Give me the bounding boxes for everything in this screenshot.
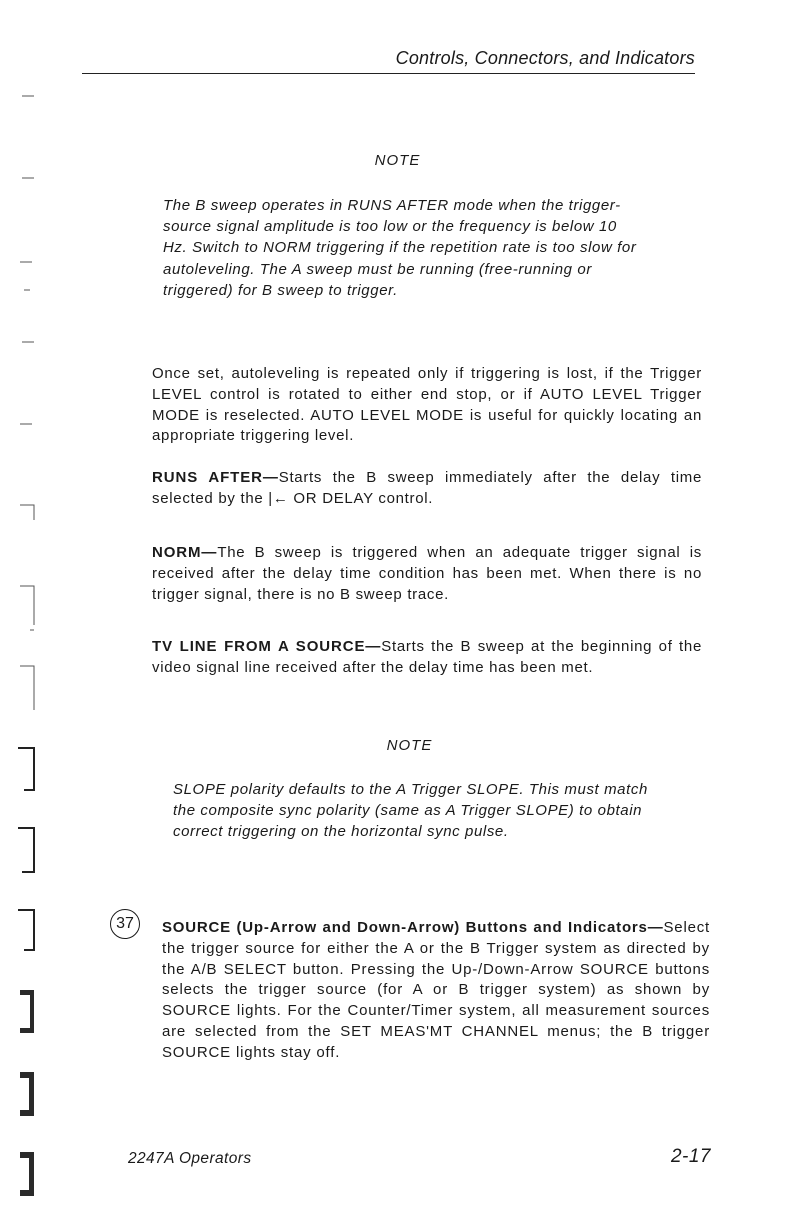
item-37-heading: SOURCE (Up-Arrow and Down-Arrow) Buttons and Indicators— (162, 919, 664, 936)
page-number: 2-17 (670, 1146, 711, 1167)
term-runs-after: RUNS AFTER— (152, 469, 279, 486)
footer-manual-title: 2247A Operators (128, 1150, 252, 1167)
text-norm: The B sweep is triggered when an adequate trigger signal is received after the delay time condition has been met. When there is no trigger signal, there is no B sweep trace. (152, 544, 702, 603)
paragraph-norm (152, 543, 702, 605)
term-tv-line: TV LINE FROM A SOURCE— (152, 638, 382, 655)
item-37-text: Select the trigger source for either the A or the B Trigger system as directed by the A/B SELECT button. Pressing the Up-/Down-Arrow SOURCE buttons selects the trigger source (for A or B trigger system) as shown by SOURCE lights. For the Counter/Timer system, all measurement sources are selected from the SET MEAS'MT CHANNEL menus; the B trigger SOURCE lights stay off. (162, 919, 710, 1061)
running-header: Controls, Connectors, and Indicators (395, 48, 695, 68)
term-norm: NORM— (152, 544, 218, 561)
text-runs-after: Starts the B sweep immediately after the delay time selected by the |← OR DELAY control. (152, 469, 702, 507)
paragraph-autoleveling: Once set, autoleveling is repeated only if triggering is lost, if the Trigger LEVEL control is rotated to either end stop, or if AUTO LEVEL Trigger MODE is reselected. AUTO LEVEL MODE is useful for quickly locating an appropriate triggering level. (152, 365, 702, 445)
note-2-body: SLOPE polarity defaults to the A Trigger SLOPE. This must match the composite sync polarity (same as A Trigger SLOPE) to obtain correct triggering on the horizontal sync pulse. (173, 781, 648, 841)
text-tv-line: Starts the B sweep at the beginning of the video signal line received after the delay time has been met. (152, 638, 702, 676)
note-1-title: NOTE (374, 152, 421, 169)
header-rule (82, 73, 695, 74)
note-2-title: NOTE (386, 737, 433, 754)
paragraph-runs-after (152, 468, 702, 510)
paragraph-tv-line (152, 637, 702, 679)
item-37-description (162, 918, 710, 1064)
item-number-badge: 37 (110, 909, 140, 939)
note-1-body: The B sweep operates in RUNS AFTER mode when the trigger-source signal amplitude is too low or the frequency is below 10 Hz. Switch to NORM triggering if the repetition rate is too slow for autoleveling. The A sweep must be running (free-running or triggered) for B sweep to trigger. (163, 197, 637, 299)
page-binding-marks (0, 0, 40, 1224)
